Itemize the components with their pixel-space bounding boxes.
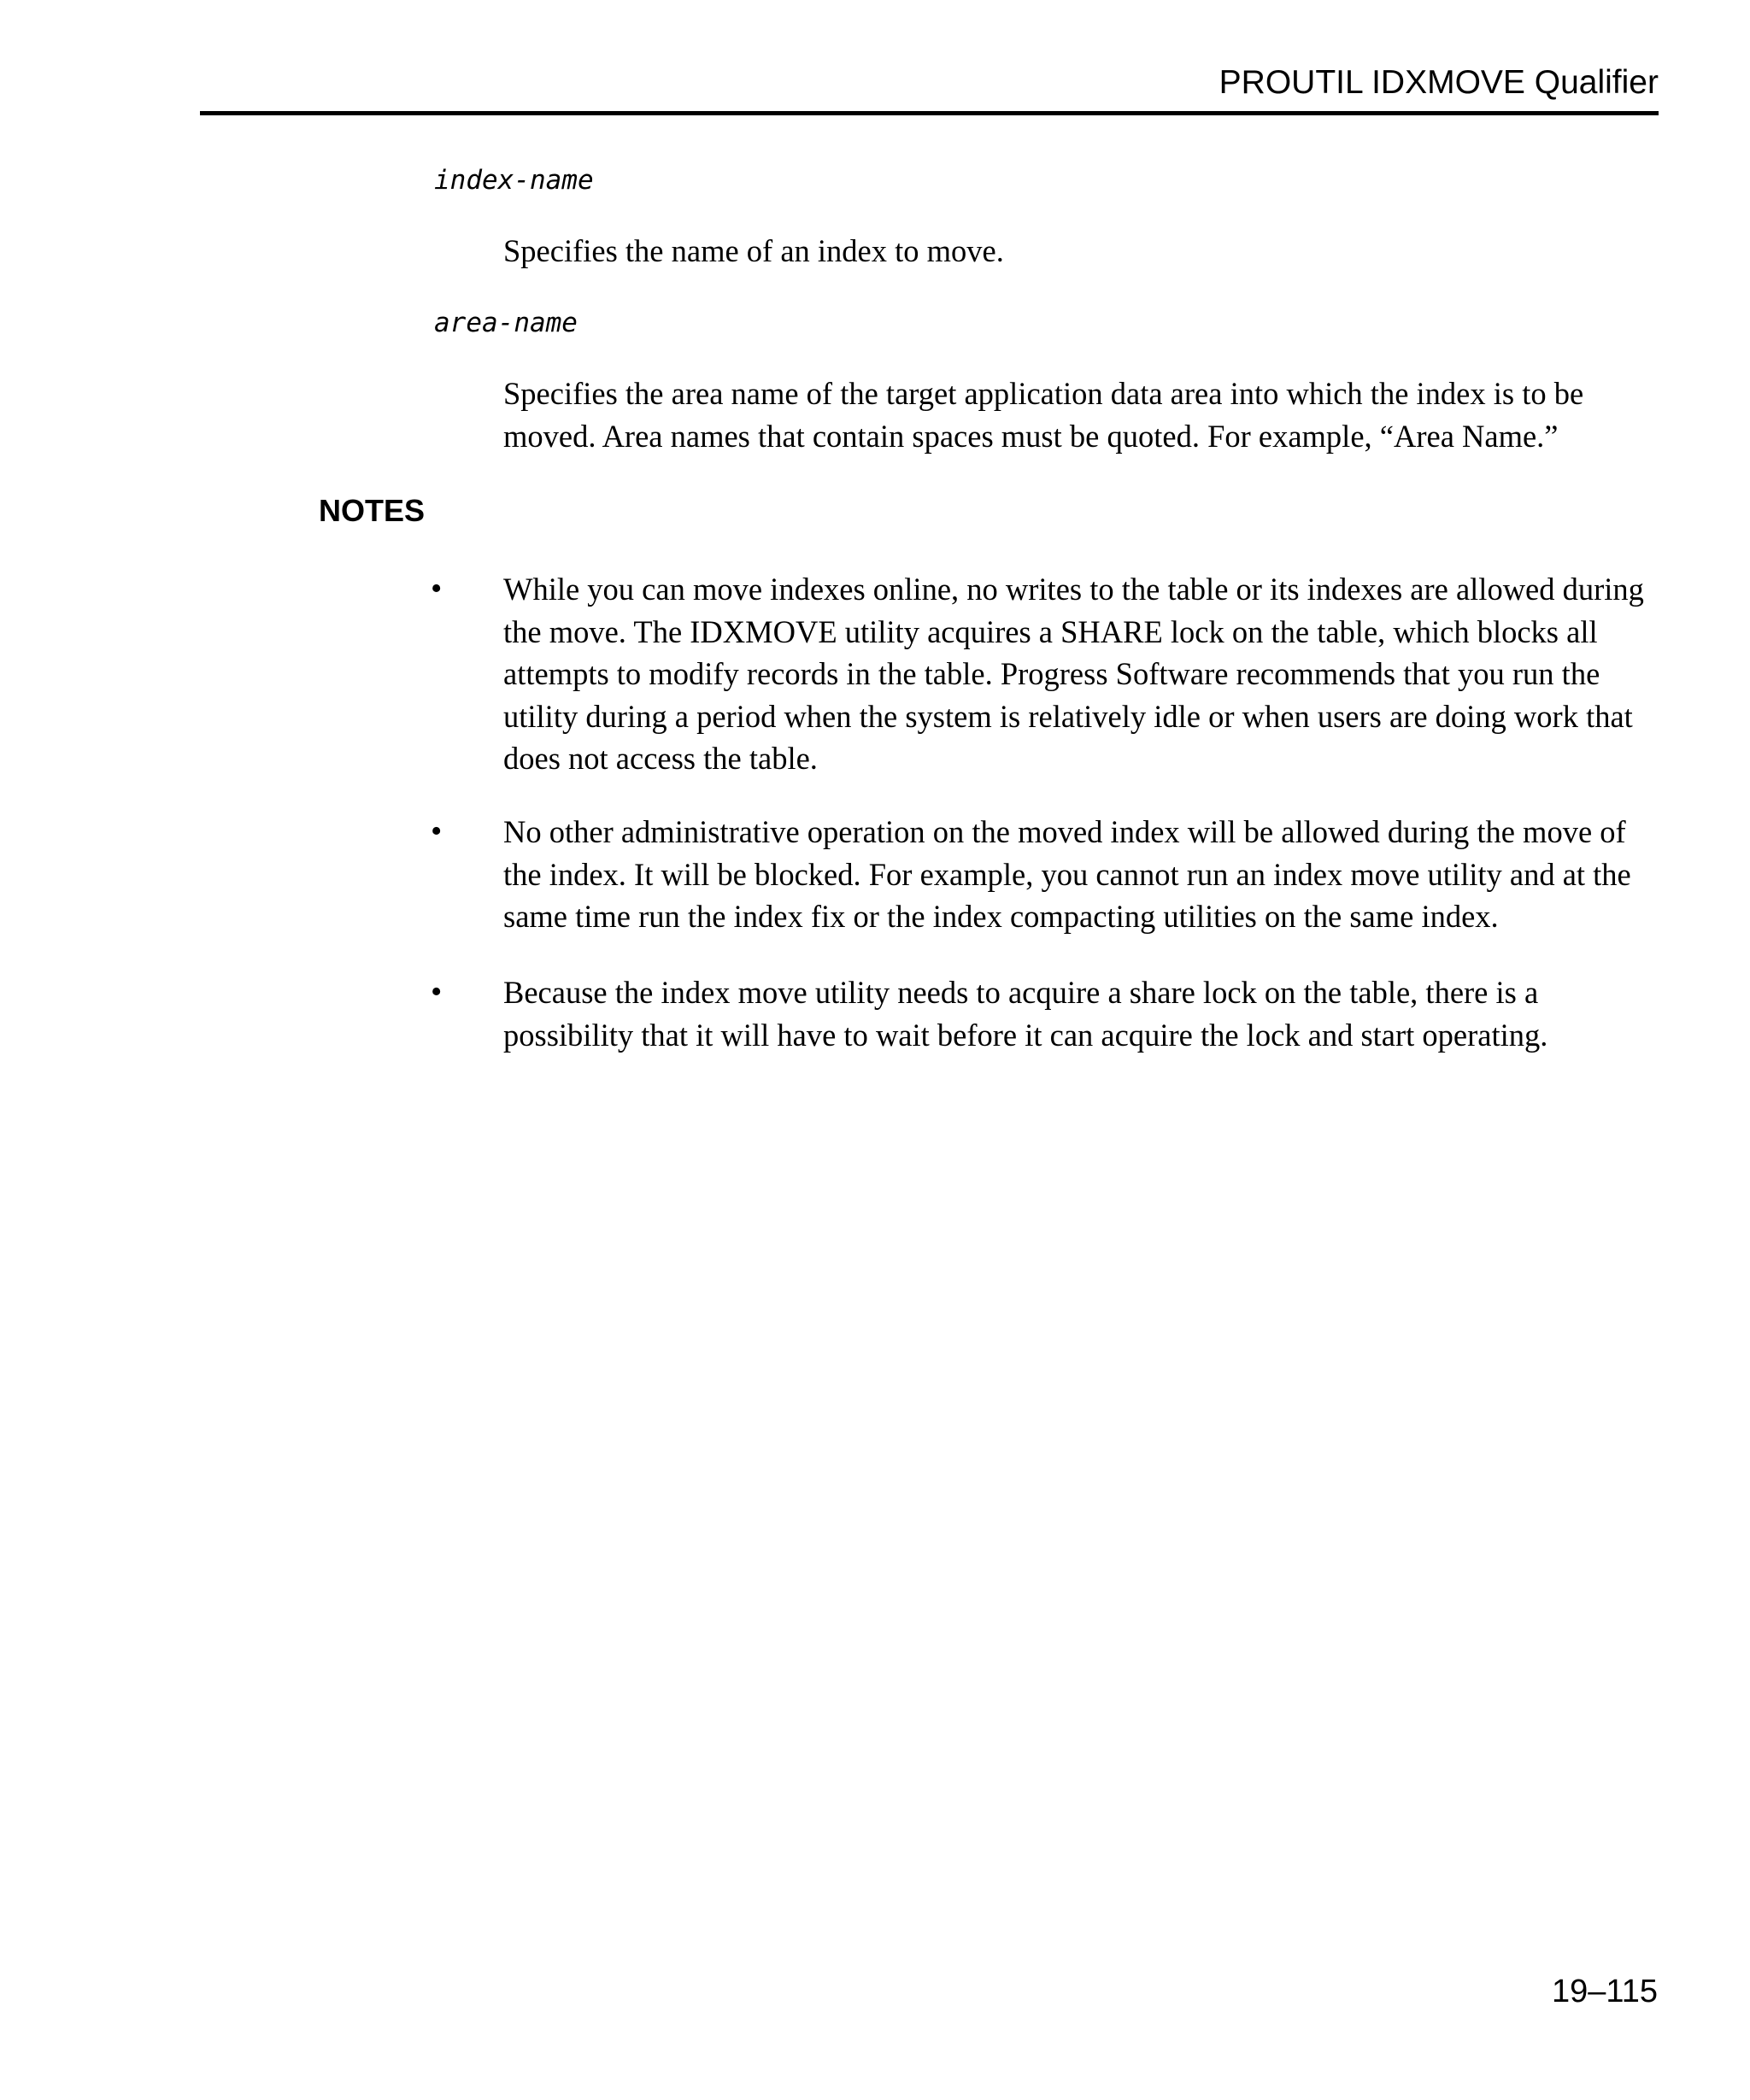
parameter-term-area-name: area-name [434, 308, 578, 338]
note-item: While you can move indexes online, no writes to the table or its indexes are allowed during the move. The IDXMOVE utility acquires a SHARE lock on the table, which blocks all attempts to modify records in the table. Progress Software recommends that you run the utility during a period when the system is relatively idle or when users are doing work that does not access the table. [503, 572, 1644, 776]
notes-heading: NOTES [319, 493, 426, 528]
parameter-term-index-name: index-name [434, 165, 594, 196]
bullet-icon: • [431, 571, 443, 607]
parameter-description-area-name: Specifies the area name of the target application data area into which the index is to be moved. Area names that contain spaces must be quoted. For example, “Area Name.” [503, 376, 1584, 454]
note-item: Because the index move utility needs to acquire a share lock on the table, there is a possibility that it will have to wait before it can acquire the lock and start operating. [503, 975, 1548, 1053]
header-rule [200, 111, 1659, 115]
note-item: No other administrative operation on the moved index will be allowed during the move of the index. It will be blocked. For example, you cannot run an index move utility and at the same time run the index fix or the index compacting utilities on the same index. [503, 814, 1631, 934]
page-number: 19–115 [1552, 1974, 1658, 2009]
bullet-icon: • [431, 974, 443, 1010]
parameter-description-index-name: Specifies the name of an index to move. [503, 233, 1004, 268]
running-header-title: PROUTIL IDXMOVE Qualifier [1219, 64, 1659, 101]
bullet-icon: • [431, 813, 443, 849]
